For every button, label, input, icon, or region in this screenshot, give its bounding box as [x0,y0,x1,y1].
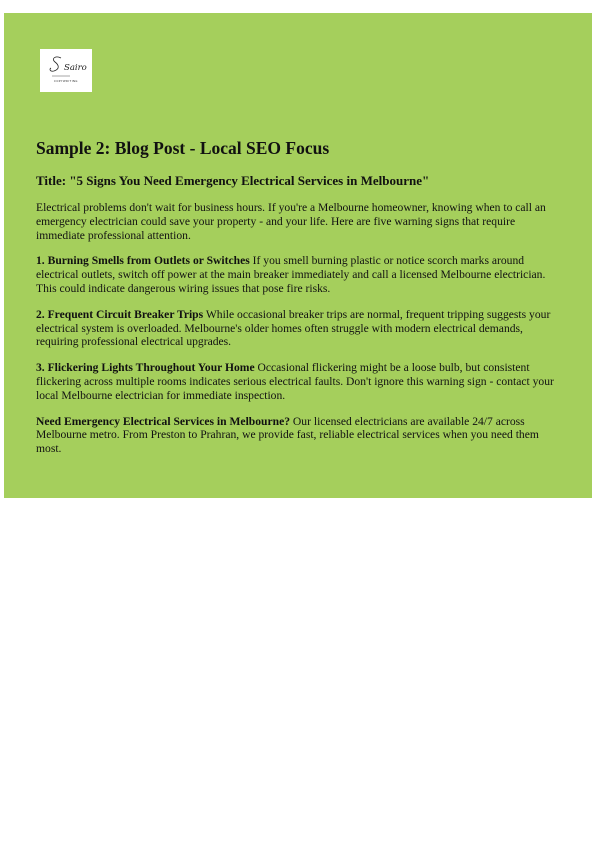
sign-paragraph-2 [36,308,561,349]
sign-title-1: 1. Burning Smells from Outlets or Switches [36,254,250,268]
sign-body-1: If you smell burning plastic or notice scorch marks around electrical outlets, switch off power at the main breaker immediately and call a licensed Melbourne electrician. This could indicate dangerous wiring issues that pose fire risks. [36,254,546,295]
logo [40,49,92,92]
cta-paragraph [36,415,561,456]
page-heading: Sample 2: Blog Post - Local SEO Focus [36,138,330,158]
cta-body: Our licensed electricians are available 24/7 across Melbourne metro. From Preston to Prahran, we provide fast, reliable electrical services when you need them most. [36,414,539,456]
sign-body-2: While occasional breaker trips are normal, frequent tripping suggests your electrical system is overloaded. Melbourne's older homes often struggle with modern electrical demands, requiring professional electrical upgrades. [36,307,551,349]
sign-title-2: 2. Frequent Circuit Breaker Trips [36,307,204,321]
cta-title: Need Emergency Electrical Services in Melbourne? [36,414,291,428]
sign-title-3: 3. Flickering Lights Throughout Your Home [36,361,255,375]
sign-body-3: Occasional flickering might be a loose bulb, but consistent flickering across multiple rooms indicates serious electrical faults. Don't ignore this warning sign - contact your local Melbourne electrician for immediate inspection. [36,361,554,402]
logo-mark [40,49,92,92]
logo-script-text: Sairo [64,63,87,73]
green-content-panel [4,13,592,498]
blog-post-content [36,137,561,468]
post-title: Title: "5 Signs You Need Emergency Electrical Services in Melbourne" [36,173,430,188]
sign-paragraph-3 [36,361,561,402]
sign-paragraph-1 [36,254,561,295]
logo-subtext: COPYWRITING [54,80,78,83]
intro-paragraph: Electrical problems don't wait for business hours. If you're a Melbourne homeowner, knowing when to call an emergency electrician could save your property - and your life. Here are five warning signs that require immediate professional attention. [36,201,546,242]
